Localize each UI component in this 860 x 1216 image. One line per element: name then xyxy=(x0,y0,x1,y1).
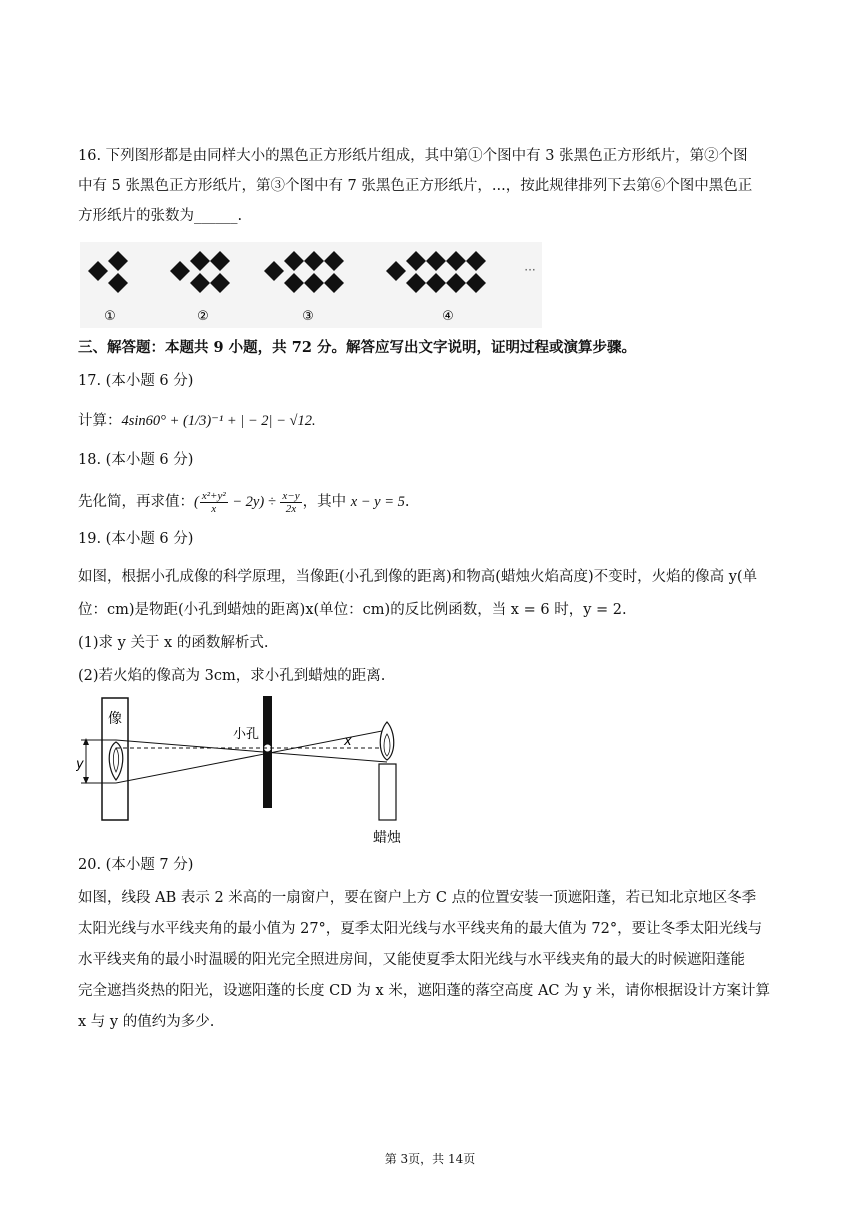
q17-header: 17. (本小题 6 分) xyxy=(78,373,194,389)
q17-body xyxy=(78,406,790,436)
candle-body xyxy=(379,764,396,820)
q20-line4: 完全遮挡炎热的阳光，设遮阳蓬的长度 CD 为 x 米，遮阳蓬的落空高度 AC 为 y 米，请你根据设计方案计算 xyxy=(78,983,771,999)
q18-frac1-den: x xyxy=(211,502,217,515)
q20-line3: 水平线夹角的最小时温暖的阳光完全照进房间，又能使夏季太阳光线与水平线夹角的最大的时候遮阳蓬能 xyxy=(78,952,745,968)
q19-line2: 位：cm)是物距(小孔到蜡烛的距离)x(单位：cm)的反比例函数，当 x = 6 时，y = 2. xyxy=(78,602,627,618)
label-x: x xyxy=(344,734,352,749)
q16-line1: 16. 下列图形都是由同样大小的黑色正方形纸片组成，其中第①个图中有 3 张黑色正方形纸片，第②个图 xyxy=(78,148,748,164)
q18-fraction-1 xyxy=(200,490,228,515)
q19-pinhole-figure xyxy=(76,692,416,852)
q20-line2: 太阳光线与水平线夹角的最小值为 27°，夏季太阳光线与水平线夹角的最大值为 72°，要让冬季太阳光线与 xyxy=(78,921,763,937)
q19-sub1: (1)求 y 关于 x 的函数解析式. xyxy=(78,635,269,651)
q18-frac1-num: x²+y² xyxy=(201,489,226,502)
label-candle: 蜡烛 xyxy=(373,830,401,846)
q16-text xyxy=(78,141,790,231)
q17-expression: 4sin60° + (1/3)⁻¹ + | − 2| − √12. xyxy=(121,413,316,429)
q16-figure-label-3: ③ xyxy=(302,309,314,324)
q20-header: 20. (本小题 7 分) xyxy=(78,857,194,873)
q19-header: 19. (本小题 6 分) xyxy=(78,531,194,547)
q18-suffix-text: ，其中 xyxy=(302,494,351,510)
q18-end: . xyxy=(404,494,410,510)
q16-pattern-figure xyxy=(80,242,542,328)
q20-line1: 如图，线段 AB 表示 2 米高的一扇窗户，要在窗户上方 C 点的位置安装一顶遮阳蓬，若已知北京地区冬季 xyxy=(78,890,757,906)
q20-line5: x 与 y 的值约为多少. xyxy=(78,1014,215,1030)
section3-heading: 三、解答题：本题共 9 小题，共 72 分。解答应写出文字说明，证明过程或演算步骤。 xyxy=(78,339,636,356)
q18-frac2-num: x−y xyxy=(282,489,300,502)
label-y: y xyxy=(76,757,84,772)
q16-figure-label-2: ② xyxy=(197,309,209,324)
q18-fraction-2 xyxy=(280,490,301,515)
q20-text xyxy=(78,883,790,1038)
q16-figure-label-4: ④ xyxy=(442,309,454,324)
q18-mid: − 2y) ÷ xyxy=(228,494,280,510)
q18-open-paren: ( xyxy=(194,494,199,510)
q16-figure-label-1: ① xyxy=(104,309,116,324)
q19-sub2: (2)若火焰的像高为 3cm，求小孔到蜡烛的距离. xyxy=(78,668,386,684)
q18-header: 18. (本小题 6 分) xyxy=(78,452,194,468)
q18-condition: x − y = 5 xyxy=(350,494,405,510)
q18-body xyxy=(78,487,790,517)
q16-line3: 方形纸片的张数为______. xyxy=(78,208,243,224)
q17-prefix: 计算： xyxy=(78,413,122,429)
q18-frac2-den: 2x xyxy=(285,502,297,515)
q16-ellipsis: ··· xyxy=(524,263,536,277)
label-image: 像 xyxy=(108,711,122,727)
q16-line2: 中有 5 张黑色正方形纸片，第③个图中有 7 张黑色正方形纸片，...，按此规律排列下去第⑥个图中黑色正 xyxy=(78,178,753,194)
q19-text xyxy=(78,561,790,693)
q19-line1: 如图，根据小孔成像的科学原理，当像距(小孔到像的距离)和物高(蜡烛火焰高度)不变时，火焰的像高 y(单 xyxy=(78,569,758,585)
page-footer: 第 3页，共 14页 xyxy=(384,1152,476,1166)
q18-prefix: 先化简，再求值： xyxy=(78,494,194,510)
label-hole: 小孔 xyxy=(232,727,260,742)
